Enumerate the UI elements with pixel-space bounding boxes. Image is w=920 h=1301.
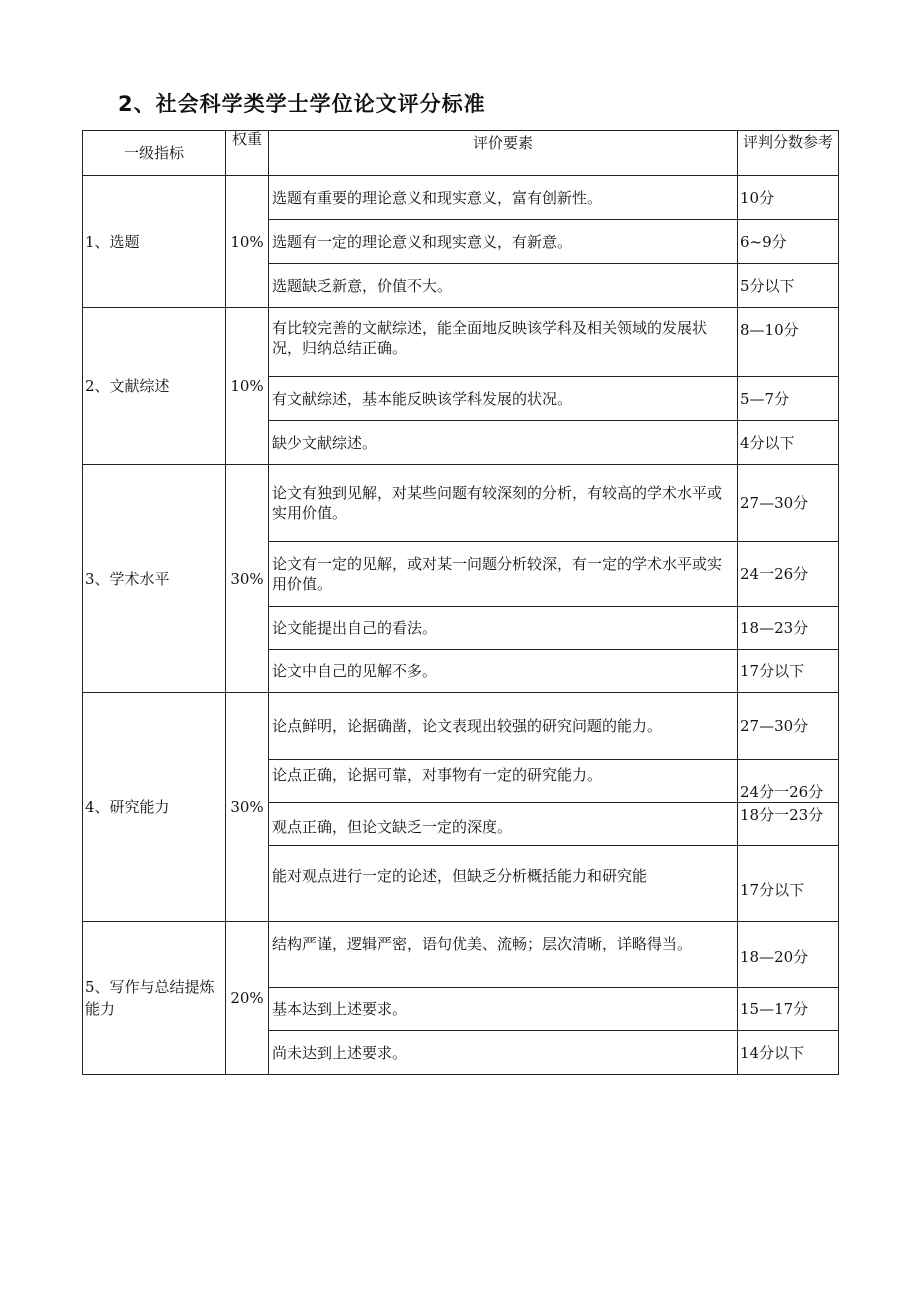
score-cell: 27—30分 xyxy=(738,693,839,760)
criteria-cell: 观点正确，但论文缺乏一定的深度。 xyxy=(269,803,738,846)
header-score: 评判分数参考 xyxy=(738,131,839,176)
criteria-cell: 选题有重要的理论意义和现实意义，富有创新性。 xyxy=(269,176,738,220)
table-row xyxy=(83,922,839,988)
criteria-cell: 有文献综述，基本能反映该学科发展的状况。 xyxy=(269,377,738,421)
page-title: 2、社会科学类学士学位论文评分标准 xyxy=(118,92,486,116)
criteria-cell: 论文中自己的见解不多。 xyxy=(269,650,738,693)
criteria-cell: 尚未达到上述要求。 xyxy=(269,1031,738,1075)
score-cell: 5分以下 xyxy=(738,264,839,308)
score-cell: 18—20分 xyxy=(738,922,839,988)
header-weight: 权重 xyxy=(226,131,269,176)
score-cell: 6~9分 xyxy=(738,220,839,264)
indicator-cell: 5、写作与总结提炼能力 xyxy=(83,922,226,1075)
score-cell: 17分以下 xyxy=(738,650,839,693)
weight-cell: 10% xyxy=(226,308,269,465)
criteria-cell: 论文能提出自己的看法。 xyxy=(269,607,738,650)
table-row xyxy=(83,693,839,760)
score-cell: 27—30分 xyxy=(738,465,839,542)
scoring-table xyxy=(82,130,839,1075)
criteria-cell: 缺少文献综述。 xyxy=(269,421,738,465)
score-cell: 8—10分 xyxy=(738,308,839,377)
score-cell: 15—17分 xyxy=(738,988,839,1031)
table-row xyxy=(83,176,839,220)
score-cell: 10分 xyxy=(738,176,839,220)
weight-cell: 10% xyxy=(226,176,269,308)
indicator-cell: 1、选题 xyxy=(83,176,226,308)
criteria-cell: 基本达到上述要求。 xyxy=(269,988,738,1031)
weight-cell: 20% xyxy=(226,922,269,1075)
score-cell: 17分以下 xyxy=(738,846,839,922)
table-header-row xyxy=(83,131,839,176)
score-cell: 24分一26分 xyxy=(738,760,839,803)
criteria-cell: 能对观点进行一定的论述，但缺乏分析概括能力和研究能 xyxy=(269,846,738,922)
criteria-cell: 论文有一定的见解，或对某一问题分析较深，有一定的学术水平或实用价值。 xyxy=(269,542,738,607)
score-cell: 5—7分 xyxy=(738,377,839,421)
score-cell: 18—23分 xyxy=(738,607,839,650)
criteria-cell: 有比较完善的文献综述，能全面地反映该学科及相关领域的发展状况，归纳总结正确。 xyxy=(269,308,738,377)
indicator-cell: 3、学术水平 xyxy=(83,465,226,693)
criteria-cell: 结构严谨，逻辑严密，语句优美、流畅；层次清晰，详略得当。 xyxy=(269,922,738,988)
criteria-cell: 论点正确，论据可靠，对事物有一定的研究能力。 xyxy=(269,760,738,803)
header-indicator: 一级指标 xyxy=(83,131,226,176)
table-row xyxy=(83,465,839,542)
score-cell: 24一26分 xyxy=(738,542,839,607)
table-row xyxy=(83,308,839,377)
header-elements: 评价要素 xyxy=(269,131,738,176)
criteria-cell: 选题缺乏新意，价值不大。 xyxy=(269,264,738,308)
criteria-cell: 论文有独到见解，对某些问题有较深刻的分析，有较高的学术水平或实用价值。 xyxy=(269,465,738,542)
score-cell: 4分以下 xyxy=(738,421,839,465)
indicator-cell: 2、文献综述 xyxy=(83,308,226,465)
criteria-cell: 选题有一定的理论意义和现实意义，有新意。 xyxy=(269,220,738,264)
indicator-cell: 4、研究能力 xyxy=(83,693,226,922)
criteria-cell: 论点鲜明，论据确凿，论文表现出较强的研究问题的能力。 xyxy=(269,693,738,760)
score-cell: 18分一23分 xyxy=(738,803,839,846)
score-cell: 14分以下 xyxy=(738,1031,839,1075)
weight-cell: 30% xyxy=(226,465,269,693)
weight-cell: 30% xyxy=(226,693,269,922)
